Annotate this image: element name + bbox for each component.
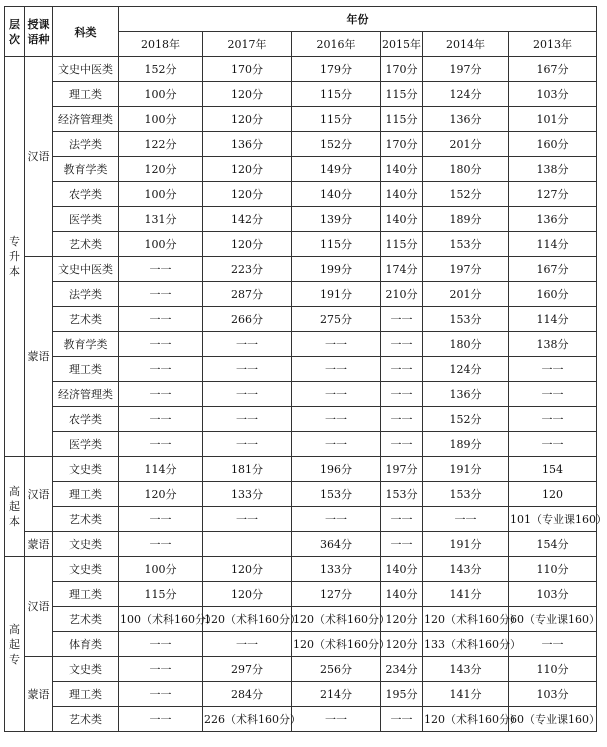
score-cell: 140分	[381, 182, 423, 207]
score-cell: 153分	[423, 482, 509, 507]
score-cell: 120（术科160分）	[203, 607, 292, 632]
subject-cell: 艺术类	[53, 507, 119, 532]
score-cell: 160分	[509, 132, 597, 157]
subject-cell: 艺术类	[53, 607, 119, 632]
score-cell: 149分	[292, 157, 381, 182]
score-cell: 124分	[423, 82, 509, 107]
score-cell: 287分	[203, 282, 292, 307]
score-cell: 170分	[203, 57, 292, 82]
subject-cell: 艺术类	[53, 307, 119, 332]
score-cell: 103分	[509, 682, 597, 707]
score-cell: 189分	[423, 207, 509, 232]
subject-cell: 法学类	[53, 132, 119, 157]
score-cell: 152分	[423, 182, 509, 207]
score-cell: 160分	[509, 282, 597, 307]
table-row	[5, 557, 597, 582]
score-cell: 一一	[292, 357, 381, 382]
score-cell: 115分	[381, 107, 423, 132]
score-cell: 201分	[423, 132, 509, 157]
level-cell: 高起专	[5, 557, 25, 732]
score-cell: 一一	[119, 657, 203, 682]
table-row	[5, 132, 597, 157]
score-cell: 199分	[292, 257, 381, 282]
language-cell: 蒙语	[25, 532, 53, 557]
score-cell: 124分	[423, 357, 509, 382]
score-cell: 一一	[203, 432, 292, 457]
header-year: 2018年	[119, 32, 203, 57]
header-year: 2015年	[381, 32, 423, 57]
score-cell: 154	[509, 457, 597, 482]
table-row	[5, 682, 597, 707]
score-cell: 一一	[119, 532, 203, 557]
score-cell: 170分	[381, 132, 423, 157]
score-cell: 一一	[381, 357, 423, 382]
score-cell: 115分	[292, 107, 381, 132]
score-cell: 120分	[381, 607, 423, 632]
score-cell: 一一	[292, 332, 381, 357]
language-cell: 汉语	[25, 457, 53, 532]
table-row	[5, 607, 597, 632]
score-cell: 136分	[423, 382, 509, 407]
score-cell: 214分	[292, 682, 381, 707]
level-cell: 高起本	[5, 457, 25, 557]
header-year: 2014年	[423, 32, 509, 57]
score-cell: 一一	[119, 507, 203, 532]
subject-cell: 文史类	[53, 557, 119, 582]
score-cell: 181分	[203, 457, 292, 482]
score-cell: 一一	[119, 707, 203, 732]
score-cell: 一一	[203, 382, 292, 407]
score-cell: 一一	[509, 382, 597, 407]
score-cell: 114分	[509, 307, 597, 332]
table-row	[5, 232, 597, 257]
table-row	[5, 157, 597, 182]
score-cell: 一一	[119, 382, 203, 407]
score-cell: 100分	[119, 107, 203, 132]
subject-cell: 文史类	[53, 657, 119, 682]
score-cell: 115分	[119, 582, 203, 607]
score-cell: 一一	[381, 707, 423, 732]
score-cell: 120分	[119, 482, 203, 507]
score-cell: 一一	[381, 382, 423, 407]
score-cell: 一一	[509, 432, 597, 457]
score-cell: 一一	[381, 407, 423, 432]
score-cell: 115分	[381, 232, 423, 257]
score-cell: 297分	[203, 657, 292, 682]
subject-cell: 教育学类	[53, 157, 119, 182]
score-cell: 101分	[509, 107, 597, 132]
score-cell: 一一	[203, 507, 292, 532]
score-cell: 197分	[423, 257, 509, 282]
score-cell: 一一	[292, 507, 381, 532]
score-cell: 114分	[119, 457, 203, 482]
score-cell: 一一	[119, 282, 203, 307]
score-cell: 142分	[203, 207, 292, 232]
table-row	[5, 707, 597, 732]
score-cell: 180分	[423, 157, 509, 182]
score-cell: 一一	[119, 682, 203, 707]
header-year: 2016年	[292, 32, 381, 57]
score-cell: 一一	[119, 407, 203, 432]
score-cell: 一一	[423, 507, 509, 532]
score-cell: 一一	[119, 432, 203, 457]
score-cell: 103分	[509, 82, 597, 107]
subject-cell: 理工类	[53, 482, 119, 507]
score-cell: 一一	[381, 307, 423, 332]
score-cell: 110分	[509, 557, 597, 582]
table-row	[5, 432, 597, 457]
score-cell: 140分	[381, 582, 423, 607]
subject-cell: 农学类	[53, 407, 119, 432]
table-row	[5, 282, 597, 307]
score-cell: 133分	[203, 482, 292, 507]
score-cell: 一一	[203, 332, 292, 357]
score-cell: 191分	[423, 457, 509, 482]
subject-cell: 理工类	[53, 582, 119, 607]
table-row	[5, 482, 597, 507]
language-cell: 蒙语	[25, 257, 53, 457]
subject-cell: 法学类	[53, 282, 119, 307]
score-cell: 一一	[119, 257, 203, 282]
score-cell: 122分	[119, 132, 203, 157]
score-cell: 210分	[381, 282, 423, 307]
subject-cell: 医学类	[53, 207, 119, 232]
score-cell: 197分	[381, 457, 423, 482]
score-cell: 120分	[203, 182, 292, 207]
score-cell: 131分	[119, 207, 203, 232]
score-cell: 一一	[203, 407, 292, 432]
score-cell: 120分	[203, 82, 292, 107]
score-cell: 一一	[119, 332, 203, 357]
score-cell: 60（专业课160）	[509, 707, 597, 732]
score-cell: 256分	[292, 657, 381, 682]
table-row	[5, 257, 597, 282]
score-cell: 154分	[509, 532, 597, 557]
score-cell: 一一	[381, 432, 423, 457]
score-cell: 一一	[292, 432, 381, 457]
score-cell: 153分	[423, 232, 509, 257]
score-cell: 100（术科160分）	[119, 607, 203, 632]
score-cell: 196分	[292, 457, 381, 482]
score-cell: 167分	[509, 257, 597, 282]
score-cell: 191分	[292, 282, 381, 307]
table-row	[5, 632, 597, 657]
score-cell: 364分	[292, 532, 381, 557]
table-row	[5, 357, 597, 382]
score-cell: 一一	[381, 532, 423, 557]
score-cell: 140分	[381, 557, 423, 582]
table-row	[5, 332, 597, 357]
subject-cell: 文史中医类	[53, 257, 119, 282]
score-cell: 60（专业课160）	[509, 607, 597, 632]
score-cell: 110分	[509, 657, 597, 682]
table-row	[5, 382, 597, 407]
score-cell: 143分	[423, 657, 509, 682]
score-cell: 115分	[381, 82, 423, 107]
score-cell: 284分	[203, 682, 292, 707]
score-cell: 153分	[423, 307, 509, 332]
header-year: 2013年	[509, 32, 597, 57]
score-cell: 189分	[423, 432, 509, 457]
table-row	[5, 307, 597, 332]
table-row	[5, 457, 597, 482]
score-cell: 266分	[203, 307, 292, 332]
score-cell: 152分	[292, 132, 381, 157]
score-cell: 127分	[509, 182, 597, 207]
table-row	[5, 207, 597, 232]
header-language: 授课语种	[25, 7, 53, 57]
score-table	[4, 6, 607, 732]
table-row	[5, 57, 597, 82]
score-cell: 一一	[381, 332, 423, 357]
header-year-group: 年份	[119, 7, 597, 32]
score-cell: 100分	[119, 82, 203, 107]
score-cell: 133分	[292, 557, 381, 582]
score-cell: 153分	[292, 482, 381, 507]
score-cell: 223分	[203, 257, 292, 282]
score-cell: 140分	[381, 157, 423, 182]
subject-cell: 文史类	[53, 457, 119, 482]
score-cell: 100分	[119, 557, 203, 582]
score-cell: 100分	[119, 182, 203, 207]
score-cell: 一一	[509, 632, 597, 657]
score-cell: 197分	[423, 57, 509, 82]
score-cell: 141分	[423, 682, 509, 707]
score-cell: 120分	[203, 107, 292, 132]
language-cell: 汉语	[25, 57, 53, 257]
score-cell: 234分	[381, 657, 423, 682]
subject-cell: 经济管理类	[53, 382, 119, 407]
score-cell: 120分	[203, 232, 292, 257]
score-cell: 一一	[119, 307, 203, 332]
subject-cell: 理工类	[53, 82, 119, 107]
score-cell: 138分	[509, 332, 597, 357]
score-cell: 136分	[423, 107, 509, 132]
score-cell: 167分	[509, 57, 597, 82]
score-cell: 120分	[119, 157, 203, 182]
score-cell: 127分	[292, 582, 381, 607]
score-cell: 152分	[119, 57, 203, 82]
table-row	[5, 407, 597, 432]
score-cell: 115分	[292, 82, 381, 107]
subject-cell: 文史类	[53, 532, 119, 557]
score-cell: 一一	[381, 507, 423, 532]
score-cell: 一一	[203, 357, 292, 382]
score-cell: 140分	[381, 207, 423, 232]
score-cell: 一一	[509, 357, 597, 382]
score-cell: 一一	[119, 357, 203, 382]
header-subject: 科类	[53, 7, 119, 57]
header-level: 层次	[5, 7, 25, 57]
score-cell: 120（术科160分）	[292, 632, 381, 657]
subject-cell: 理工类	[53, 682, 119, 707]
score-cell	[203, 532, 292, 557]
score-cell: 120分	[203, 557, 292, 582]
score-cell: 一一	[509, 407, 597, 432]
table-row	[5, 582, 597, 607]
score-cell: 201分	[423, 282, 509, 307]
score-cell: 226（术科160分）	[203, 707, 292, 732]
score-cell: 一一	[119, 632, 203, 657]
score-cell: 180分	[423, 332, 509, 357]
score-cell: 153分	[381, 482, 423, 507]
score-cell: 170分	[381, 57, 423, 82]
table-row	[5, 107, 597, 132]
score-cell: 179分	[292, 57, 381, 82]
score-cell: 140分	[292, 182, 381, 207]
score-cell: 120（术科160分）	[423, 707, 509, 732]
table-row	[5, 507, 597, 532]
score-cell: 120（术科160分）	[292, 607, 381, 632]
score-cell: 275分	[292, 307, 381, 332]
score-cell: 133（术科160分）	[423, 632, 509, 657]
subject-cell: 艺术类	[53, 232, 119, 257]
score-cell: 191分	[423, 532, 509, 557]
score-cell: 101（专业课160）	[509, 507, 597, 532]
score-cell: 100分	[119, 232, 203, 257]
score-cell: 一一	[292, 382, 381, 407]
header-year: 2017年	[203, 32, 292, 57]
score-cell: 120分	[203, 157, 292, 182]
score-cell: 120	[509, 482, 597, 507]
language-cell: 蒙语	[25, 657, 53, 732]
score-cell: 195分	[381, 682, 423, 707]
score-cell: 136分	[509, 207, 597, 232]
score-cell: 138分	[509, 157, 597, 182]
score-cell: 139分	[292, 207, 381, 232]
score-cell: 174分	[381, 257, 423, 282]
subject-cell: 体育类	[53, 632, 119, 657]
subject-cell: 艺术类	[53, 707, 119, 732]
language-cell: 汉语	[25, 557, 53, 657]
level-cell: 专升本	[5, 57, 25, 457]
score-cell: 136分	[203, 132, 292, 157]
score-cell: 141分	[423, 582, 509, 607]
table-row	[5, 532, 597, 557]
score-cell: 114分	[509, 232, 597, 257]
table-row	[5, 82, 597, 107]
subject-cell: 经济管理类	[53, 107, 119, 132]
score-cell: 143分	[423, 557, 509, 582]
subject-cell: 农学类	[53, 182, 119, 207]
score-cell: 103分	[509, 582, 597, 607]
subject-cell: 医学类	[53, 432, 119, 457]
score-cell: 120分	[203, 582, 292, 607]
score-cell: 152分	[423, 407, 509, 432]
table-body	[5, 57, 607, 732]
subject-cell: 文史中医类	[53, 57, 119, 82]
score-cell: 一一	[203, 632, 292, 657]
score-cell: 120（术科160分）	[423, 607, 509, 632]
score-cell: 120分	[381, 632, 423, 657]
table-row	[5, 182, 597, 207]
score-cell: 一一	[292, 707, 381, 732]
score-cell: 一一	[292, 407, 381, 432]
subject-cell: 教育学类	[53, 332, 119, 357]
score-cell: 115分	[292, 232, 381, 257]
subject-cell: 理工类	[53, 357, 119, 382]
table-row	[5, 657, 597, 682]
